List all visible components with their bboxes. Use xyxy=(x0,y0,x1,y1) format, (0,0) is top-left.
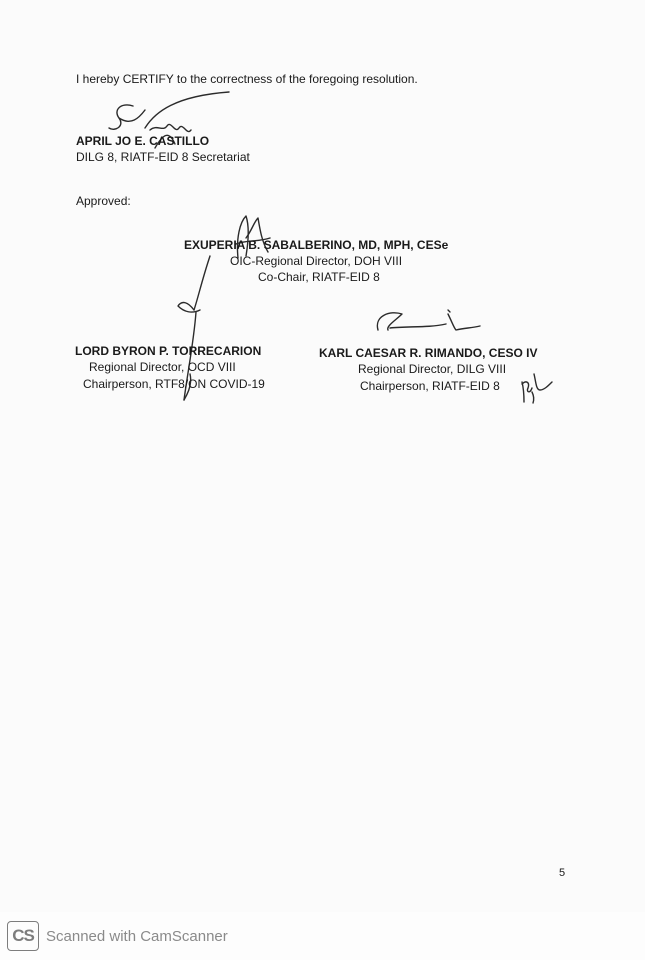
ocd-name: LORD BYRON P. TORRECARION xyxy=(75,344,262,358)
camscanner-watermark: Scanned with CamScanner xyxy=(46,928,228,945)
dilg-name: KARL CAESAR R. RIMANDO, CESO IV xyxy=(319,346,538,360)
secretariat-name: APRIL JO E. CASTILLO xyxy=(76,134,210,148)
approved-label: Approved: xyxy=(76,194,131,208)
co-chair-title-2: Co-Chair, RIATF-EID 8 xyxy=(258,270,380,284)
ocd-title-2: Chairperson, RTF8/ON COVID-19 xyxy=(83,377,265,391)
co-chair-title-1: OIC-Regional Director, DOH VIII xyxy=(230,254,403,268)
ocd-title-1: Regional Director, OCD VIII xyxy=(89,360,236,374)
camscanner-logo-icon: CS xyxy=(7,921,39,951)
page-number: 5 xyxy=(559,867,566,879)
co-chair-name: EXUPERIA B. SABALBERINO, MD, MPH, CESe xyxy=(184,238,449,252)
dilg-title-2: Chairperson, RIATF-EID 8 xyxy=(360,379,500,393)
initials-mark xyxy=(518,368,558,404)
rimando-signature xyxy=(368,304,488,344)
secretariat-title: DILG 8, RIATF-EID 8 Secretariat xyxy=(76,150,250,164)
certification-statement: I hereby CERTIFY to the correctness of the foregoing resolution. xyxy=(76,72,418,86)
dilg-title-1: Regional Director, DILG VIII xyxy=(358,362,507,376)
